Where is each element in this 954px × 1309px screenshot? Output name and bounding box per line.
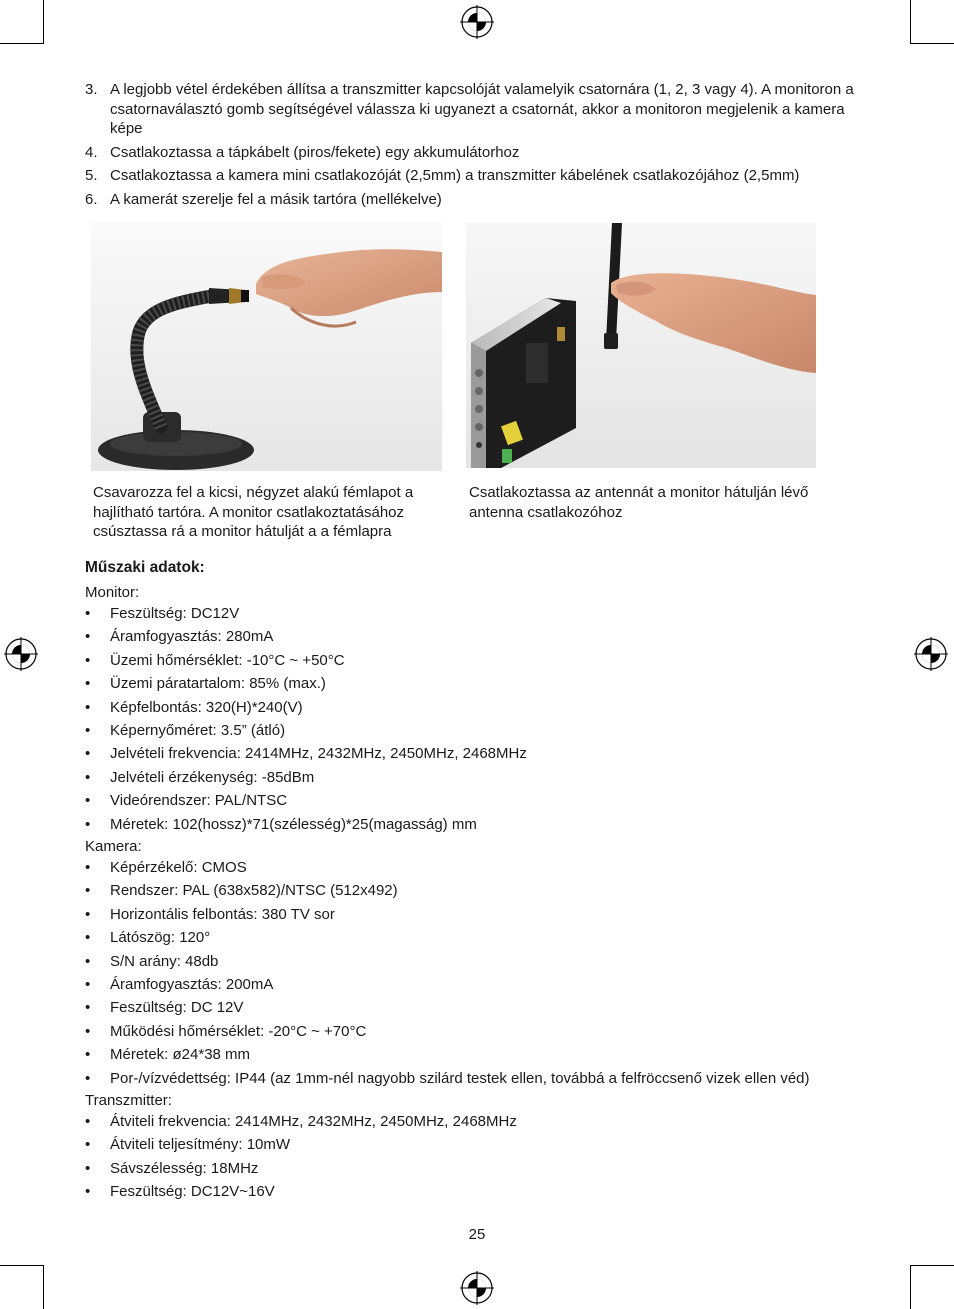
- step-number: 3.: [85, 81, 98, 98]
- spec-item: [85, 744, 527, 767]
- photo-caption-right: Csatlakoztassa az antennát a monitor hátulján lévő antenna csatlakozóhoz: [469, 484, 809, 521]
- bullet-icon: •: [85, 721, 91, 739]
- installation-steps: [85, 80, 865, 213]
- spec-item: [85, 881, 810, 904]
- spec-item: [85, 928, 810, 951]
- spec-item: [85, 975, 810, 998]
- transmitter-specs-list: [85, 1112, 517, 1206]
- bullet-icon: •: [85, 929, 91, 947]
- spec-text: Feszültség: DC12V~16V: [110, 1183, 275, 1201]
- spec-item: [85, 791, 527, 814]
- registration-mark-icon: [914, 637, 948, 671]
- bullet-icon: •: [85, 745, 91, 763]
- page-number: 25: [468, 1226, 486, 1243]
- spec-text: Horizontális felbontás: 380 TV sor: [110, 905, 335, 923]
- bullet-icon: •: [85, 999, 91, 1017]
- bullet-icon: •: [85, 1046, 91, 1064]
- spec-item: [85, 1159, 517, 1182]
- crop-mark: [910, 0, 911, 44]
- spec-item: [85, 698, 527, 721]
- spec-text: Működési hőmérséklet: -20°C ~ +70°C: [110, 1022, 367, 1040]
- bullet-icon: •: [85, 859, 91, 876]
- bullet-icon: •: [85, 1069, 91, 1087]
- monitor-label: Monitor:: [85, 584, 140, 601]
- spec-text: Jelvételi érzékenység: -85dBm: [110, 768, 315, 786]
- spec-item: [85, 1022, 810, 1045]
- spec-text: Képérzékelő: CMOS: [110, 859, 247, 876]
- spec-item: [85, 721, 527, 744]
- spec-text: Feszültség: DC 12V: [110, 999, 244, 1017]
- spec-text: S/N arány: 48db: [110, 952, 219, 970]
- spec-item: [85, 768, 527, 791]
- bullet-icon: •: [85, 952, 91, 970]
- spec-item: [85, 1182, 517, 1205]
- bullet-icon: •: [85, 651, 91, 669]
- bullet-icon: •: [85, 1183, 91, 1201]
- monitor-antenna-photo: [466, 223, 816, 468]
- spec-item: [85, 1112, 517, 1135]
- spec-text: Áramfogyasztás: 280mA: [110, 628, 274, 646]
- spec-item: [85, 1069, 810, 1092]
- spec-text: Méretek: 102(hossz)*71(szélesség)*25(magasság) mm: [110, 815, 477, 833]
- spec-item: [85, 1135, 517, 1158]
- step-item: [85, 143, 865, 163]
- spec-text: Méretek: ø24*38 mm: [110, 1046, 251, 1064]
- crop-mark: [910, 1265, 954, 1266]
- spec-text: Képfelbontás: 320(H)*240(V): [110, 698, 303, 716]
- spec-text: Üzemi páratartalom: 85% (max.): [110, 675, 326, 693]
- step-number: 4.: [85, 143, 98, 161]
- spec-text: Látószög: 120°: [110, 929, 211, 947]
- spec-item: [85, 998, 810, 1021]
- step-text: Csatlakoztassa a kamera mini csatlakozóját (2,5mm) a transzmitter kábelének csatlakozójához (2,5mm): [110, 167, 800, 184]
- crop-mark: [910, 43, 954, 44]
- step-item: [85, 166, 865, 186]
- crop-mark: [0, 43, 44, 44]
- step-item: [85, 80, 865, 139]
- bullet-icon: •: [85, 675, 91, 693]
- photo-caption-left: Csavarozza fel a kicsi, négyzet alakú fémlapot a hajlítható tartóra. A monitor csatlakoztatásához csúsztassa rá a monitor hátulját a a fémlapra: [93, 484, 414, 540]
- spec-item: [85, 815, 527, 838]
- specs-title: Műszaki adatok:: [85, 559, 205, 576]
- spec-item: [85, 674, 527, 697]
- bullet-icon: •: [85, 768, 91, 786]
- spec-text: Rendszer: PAL (638x582)/NTSC (512x492): [110, 882, 398, 900]
- camera-specs-list: [85, 858, 810, 1092]
- spec-text: Por-/vízvédettség: IP44 (az 1mm-nél nagyobb szilárd testek ellen, továbbá a felfröccsenő vizek ellen véd): [110, 1069, 810, 1087]
- spec-item: [85, 651, 527, 674]
- bullet-icon: •: [85, 698, 91, 716]
- registration-mark-icon: [4, 637, 38, 671]
- crop-mark: [0, 1265, 44, 1266]
- spec-text: Áramfogyasztás: 200mA: [110, 975, 274, 993]
- registration-mark-icon: [460, 1271, 494, 1305]
- bullet-icon: •: [85, 975, 91, 993]
- bullet-icon: •: [85, 1022, 91, 1040]
- spec-item: [85, 858, 810, 881]
- registration-mark-icon: [460, 5, 494, 39]
- spec-text: Üzemi hőmérséklet: -10°C ~ +50°C: [110, 651, 345, 669]
- bullet-icon: •: [85, 1113, 91, 1130]
- crop-mark: [43, 1265, 44, 1309]
- bullet-icon: •: [85, 792, 91, 810]
- spec-item: [85, 1045, 810, 1068]
- step-number: 5.: [85, 167, 98, 184]
- bullet-icon: •: [85, 1136, 91, 1154]
- step-text: A legjobb vétel érdekében állítsa a transzmitter kapcsolóját valamelyik csatornára (1, 2, 3 vagy 4). A monitoron a csatornaválasztó gomb segítségével válassza ki ugyanezt a csatornát, akkor a monitoron megjelenik a kamera képe: [110, 81, 854, 137]
- spec-text: Átviteli teljesítmény: 10mW: [110, 1136, 291, 1154]
- spec-text: Jelvételi frekvencia: 2414MHz, 2432MHz, 2450MHz, 2468MHz: [110, 745, 527, 763]
- bullet-icon: •: [85, 905, 91, 923]
- step-item: [85, 190, 865, 210]
- bullet-icon: •: [85, 605, 91, 622]
- spec-item: [85, 627, 527, 650]
- spec-item: [85, 952, 810, 975]
- crop-mark: [910, 1265, 911, 1309]
- crop-mark: [43, 0, 44, 44]
- step-number: 6.: [85, 190, 98, 208]
- spec-text: Átviteli frekvencia: 2414MHz, 2432MHz, 2450MHz, 2468MHz: [110, 1113, 517, 1130]
- camera-label: Kamera:: [85, 838, 142, 855]
- spec-item: [85, 905, 810, 928]
- spec-text: Feszültség: DC12V: [110, 605, 240, 622]
- gooseneck-mount-photo: [91, 222, 442, 471]
- spec-text: Sávszélesség: 18MHz: [110, 1159, 259, 1177]
- step-text: Csatlakoztassa a tápkábelt (piros/fekete) egy akkumulátorhoz: [110, 143, 520, 161]
- step-text: A kamerát szerelje fel a másik tartóra (mellékelve): [110, 190, 442, 208]
- bullet-icon: •: [85, 628, 91, 646]
- bullet-icon: •: [85, 815, 91, 833]
- spec-text: Képernyőméret: 3.5” (átló): [110, 721, 286, 739]
- spec-text: Videórendszer: PAL/NTSC: [110, 792, 288, 810]
- bullet-icon: •: [85, 1159, 91, 1177]
- transmitter-label: Transzmitter:: [85, 1092, 172, 1109]
- spec-item: [85, 604, 527, 627]
- bullet-icon: •: [85, 882, 91, 900]
- monitor-specs-list: [85, 604, 527, 838]
